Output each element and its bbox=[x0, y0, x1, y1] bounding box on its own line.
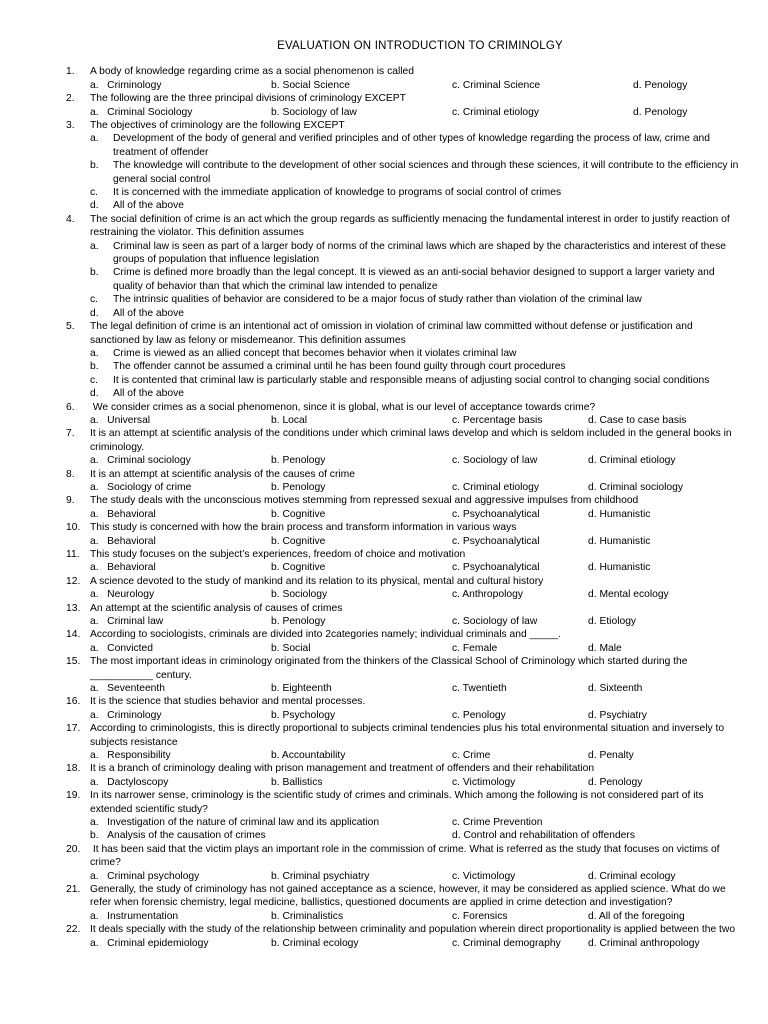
question-text: It is an attempt at scientific analysis of the conditions under which criminal laws develop and which is seldom included in the general books in criminology. bbox=[90, 428, 732, 453]
option-row bbox=[66, 749, 744, 762]
option-row bbox=[66, 910, 744, 923]
answer-option: b. Cognitive bbox=[271, 535, 326, 547]
answer-option: a. Universal bbox=[90, 414, 151, 426]
question-text: The most important ideas in criminology originated from the thinkers of the Classical School of Criminology which started during the ___________ century. bbox=[90, 656, 688, 681]
answer-option: d. Criminal anthropology bbox=[588, 937, 700, 949]
question-number: 20. bbox=[66, 843, 81, 855]
answer-option: a. Criminal Sociology bbox=[90, 106, 193, 118]
answer-option: c. Psychoanalytical bbox=[452, 535, 540, 547]
answer-option: d. Penalty bbox=[588, 749, 634, 761]
answer-option: a. Criminal sociology bbox=[90, 455, 191, 467]
answer-option: d. Sixteenth bbox=[588, 682, 643, 694]
question-stem bbox=[66, 213, 744, 240]
option-letter: c. bbox=[90, 294, 99, 306]
option-text: All of the above bbox=[113, 200, 184, 212]
question-stem bbox=[66, 923, 744, 936]
answer-option: c. Psychoanalytical bbox=[452, 562, 540, 574]
option-row bbox=[66, 588, 744, 601]
answer-option: a. Criminal epidemiology bbox=[90, 937, 209, 949]
question-text: It has been said that the victim plays an important role in the commission of crime. What is referred as the study that focuses on victims of crime? bbox=[90, 843, 720, 869]
answer-option: d. Penology bbox=[633, 106, 688, 118]
answer-option bbox=[66, 266, 744, 293]
option-row bbox=[66, 937, 744, 950]
question-text: In its narrower sense, criminology is the scientific study of crimes and criminals. Which among the following is not considered part of its extended scientific study? bbox=[90, 790, 704, 815]
answer-option: c. Criminal etiology bbox=[452, 106, 539, 118]
question bbox=[66, 119, 744, 213]
question bbox=[66, 494, 744, 521]
answer-option: c. Crime bbox=[452, 749, 491, 761]
question-number: 4. bbox=[66, 213, 75, 225]
answer-option: b. Accountability bbox=[271, 749, 346, 761]
question-number: 21. bbox=[66, 883, 81, 895]
question-text: It deals specially with the study of the relationship between criminality and population wherein direct proportionality is applied between the two bbox=[90, 924, 736, 936]
question-stem bbox=[66, 320, 744, 347]
answer-option: d. Criminal ecology bbox=[588, 870, 676, 882]
question bbox=[66, 923, 744, 950]
question bbox=[66, 548, 744, 575]
answer-option: d. Control and rehabilitation of offenders bbox=[452, 830, 635, 842]
answer-option: b. Cognitive bbox=[271, 562, 326, 574]
answer-option: d. Male bbox=[588, 642, 622, 654]
answer-option: c. Forensics bbox=[452, 910, 508, 922]
answer-option: a. Dactyloscopy bbox=[90, 776, 169, 788]
answer-option: b. Penology bbox=[271, 481, 326, 493]
question-text: It is the science that studies behavior and mental processes. bbox=[90, 696, 366, 708]
question-stem bbox=[66, 628, 744, 641]
question bbox=[66, 762, 744, 789]
answer-option: c. Crime Prevention bbox=[452, 816, 543, 828]
option-row bbox=[66, 508, 744, 521]
answer-option: b. Social bbox=[271, 642, 311, 654]
question-text: A science devoted to the study of mankind and its relation to its physical, mental and cultural history bbox=[90, 575, 544, 587]
option-letter: a. bbox=[90, 347, 99, 359]
answer-option: a. Sociology of crime bbox=[90, 481, 192, 493]
option-row bbox=[66, 709, 744, 722]
option-text: All of the above bbox=[113, 388, 184, 400]
option-letter: c. bbox=[90, 187, 99, 199]
answer-option: b. Penology bbox=[271, 615, 326, 627]
question-number: 2. bbox=[66, 93, 75, 105]
question-text: Generally, the study of criminology has not gained acceptance as a science, however, it may be considered as applied science. What do we refer when forensic chemistry, legal medicine, ballistics, questioned documents are applied in crime detection and investigation? bbox=[90, 883, 726, 909]
option-text: Criminal law is seen as part of a larger body of norms of the criminal laws which are shaped by the characteristics and interest of these groups of population that influence legislation bbox=[113, 240, 726, 266]
question-text: The study deals with the unconscious motives stemming from repressed sexual and aggressive impulses from childhood bbox=[90, 495, 639, 507]
question-number: 18. bbox=[66, 763, 81, 775]
answer-option: c. Criminal demography bbox=[452, 937, 561, 949]
question-stem bbox=[66, 401, 744, 414]
option-text: The knowledge will contribute to the development of other social sciences and through these sciences, it will contribute to the efficiency in general social control bbox=[113, 160, 739, 185]
option-row bbox=[66, 106, 744, 119]
answer-option bbox=[66, 360, 744, 373]
question-number: 13. bbox=[66, 602, 81, 614]
answer-option: b. Sociology of law bbox=[271, 106, 357, 118]
option-row bbox=[66, 481, 744, 494]
option-row bbox=[66, 642, 744, 655]
answer-option: b. Cognitive bbox=[271, 508, 326, 520]
option-letter: d. bbox=[90, 388, 99, 400]
answer-option: a. Behavioral bbox=[90, 508, 156, 520]
question-stem bbox=[66, 119, 744, 132]
option-letter: b. bbox=[90, 267, 99, 279]
question-number: 22. bbox=[66, 924, 81, 936]
question bbox=[66, 427, 744, 467]
answer-option: b. Psychology bbox=[271, 709, 336, 721]
option-row bbox=[66, 414, 744, 427]
answer-option: a. Instrumentation bbox=[90, 910, 179, 922]
question bbox=[66, 695, 744, 722]
option-letter: c. bbox=[90, 374, 99, 386]
option-row bbox=[66, 776, 744, 789]
question-text: It is a branch of criminology dealing with prison management and treatment of offenders and their rehabilitation bbox=[90, 763, 595, 775]
option-row bbox=[66, 535, 744, 548]
answer-option bbox=[66, 293, 744, 306]
answer-option: a. Seventeenth bbox=[90, 682, 165, 694]
answer-option: c. Psychoanalytical bbox=[452, 508, 540, 520]
answer-option: c. Criminal Science bbox=[452, 79, 541, 91]
question-text: This study focuses on the subject’s experiences, freedom of choice and motivation bbox=[90, 548, 466, 560]
answer-option bbox=[66, 387, 744, 400]
answer-option bbox=[66, 307, 744, 320]
question-text: A body of knowledge regarding crime as a social phenomenon is called bbox=[90, 66, 414, 78]
answer-option: b. Eighteenth bbox=[271, 682, 332, 694]
question-stem bbox=[66, 494, 744, 507]
answer-option: d. Penology bbox=[588, 776, 643, 788]
answer-option: b. Social Science bbox=[271, 79, 350, 91]
question-stem bbox=[66, 883, 744, 910]
option-text: It is concerned with the immediate application of knowledge to programs of social control of crimes bbox=[113, 187, 562, 199]
answer-option: d. Psychiatry bbox=[588, 709, 647, 721]
option-letter: b. bbox=[90, 160, 99, 172]
option-text: Crime is viewed as an allied concept that becomes behavior when it violates criminal law bbox=[113, 347, 517, 359]
question-number: 6. bbox=[66, 401, 75, 413]
question-number: 12. bbox=[66, 575, 81, 587]
question bbox=[66, 468, 744, 495]
question-number: 15. bbox=[66, 656, 81, 668]
option-letter: d. bbox=[90, 200, 99, 212]
answer-option: a. Convicted bbox=[90, 642, 153, 654]
answer-option: a. Neurology bbox=[90, 589, 155, 601]
question-text: According to criminologists, this is directly proportional to subjects criminal tendencies plus his total environmental situation and inversely to subjects resistance bbox=[90, 723, 725, 748]
answer-option bbox=[66, 159, 744, 186]
answer-option bbox=[66, 199, 744, 212]
answer-option: b. Criminalistics bbox=[271, 910, 344, 922]
answer-option: c. Victimology bbox=[452, 776, 516, 788]
answer-option: d. Criminal sociology bbox=[588, 481, 683, 493]
answer-option: a. Criminology bbox=[90, 709, 162, 721]
answer-option: d. Mental ecology bbox=[588, 589, 669, 601]
answer-option: d. Etiology bbox=[588, 615, 637, 627]
question bbox=[66, 628, 744, 655]
question-text: It is an attempt at scientific analysis of the causes of crime bbox=[90, 468, 355, 480]
question-text: This study is concerned with how the brain process and transform information in various ways bbox=[90, 522, 517, 534]
question-stem bbox=[66, 521, 744, 534]
question-number: 8. bbox=[66, 468, 75, 480]
answer-option: d. All of the foregoing bbox=[588, 910, 685, 922]
option-text: Development of the body of general and verified principles and of other types of knowledge regarding the process of law, crime and treatment of offender bbox=[113, 133, 711, 158]
answer-option: d. Humanistic bbox=[588, 535, 651, 547]
answer-option: c. Criminal etiology bbox=[452, 481, 539, 493]
option-row bbox=[66, 561, 744, 574]
answer-option: a. Responsibility bbox=[90, 749, 171, 761]
question bbox=[66, 883, 744, 923]
answer-option bbox=[66, 347, 744, 360]
answer-option: d. Case to case basis bbox=[588, 414, 687, 426]
option-letter: d. bbox=[90, 307, 99, 319]
question bbox=[66, 655, 744, 695]
answer-option: b. Sociology bbox=[271, 589, 328, 601]
answer-option: c. Anthropology bbox=[452, 589, 523, 601]
answer-option bbox=[66, 240, 744, 267]
question bbox=[66, 843, 744, 883]
answer-option: c. Victimology bbox=[452, 870, 516, 882]
answer-option bbox=[66, 186, 744, 199]
question-number: 5. bbox=[66, 321, 75, 333]
answer-option: b. Ballistics bbox=[271, 776, 323, 788]
question-stem bbox=[66, 92, 744, 105]
answer-option: d. Criminal etiology bbox=[588, 455, 676, 467]
option-letter: a. bbox=[90, 133, 99, 145]
option-text: Crime is defined more broadly than the legal concept. It is viewed as an anti-social behavior designed to support a larger variety and quality of behavior than that which the criminal law intended to penalize bbox=[113, 267, 715, 292]
answer-option: b. Criminal psychiatry bbox=[271, 870, 370, 882]
option-text: All of the above bbox=[113, 307, 184, 319]
option-row bbox=[66, 79, 744, 92]
question-stem bbox=[66, 468, 744, 481]
answer-option: b. Analysis of the causation of crimes bbox=[90, 830, 266, 842]
option-row bbox=[66, 615, 744, 628]
question-stem bbox=[66, 602, 744, 615]
answer-option: a. Behavioral bbox=[90, 535, 156, 547]
question bbox=[66, 521, 744, 548]
question bbox=[66, 602, 744, 629]
question-list bbox=[66, 65, 744, 950]
page-title: EVALUATION ON INTRODUCTION TO CRIMINOLGY bbox=[277, 40, 563, 52]
answer-option bbox=[66, 132, 744, 159]
question-stem bbox=[66, 843, 744, 870]
question-text: According to sociologists, criminals are divided into 2categories namely; individual criminals and _____. bbox=[90, 629, 562, 641]
answer-option: d. Humanistic bbox=[588, 508, 651, 520]
answer-option: a. Behavioral bbox=[90, 562, 156, 574]
question-number: 16. bbox=[66, 696, 81, 708]
answer-option: d. Penology bbox=[633, 79, 688, 91]
option-text: The intrinsic qualities of behavior are considered to be a major focus of study rather than violation of the criminal law bbox=[113, 294, 642, 306]
answer-option: b. Local bbox=[271, 414, 308, 426]
question bbox=[66, 320, 744, 400]
question-number: 19. bbox=[66, 790, 81, 802]
answer-option: a. Investigation of the nature of criminal law and its application bbox=[90, 816, 380, 828]
question-stem bbox=[66, 722, 744, 749]
answer-option: c. Sociology of law bbox=[452, 615, 538, 627]
option-letter: a. bbox=[90, 240, 99, 252]
question-stem bbox=[66, 789, 744, 816]
answer-option: b. Criminal ecology bbox=[271, 937, 359, 949]
question-text: An attempt at the scientific analysis of causes of crimes bbox=[90, 602, 343, 614]
question bbox=[66, 575, 744, 602]
question-text: The following are the three principal divisions of criminology EXCEPT bbox=[90, 93, 406, 105]
answer-option: d. Humanistic bbox=[588, 562, 651, 574]
answer-option: b. Penology bbox=[271, 455, 326, 467]
question-text: The legal definition of crime is an intentional act of omission in violation of criminal law committed without defense or justification and sanctioned by law as felony or misdemeanor. This definition assumes bbox=[90, 321, 693, 346]
answer-option: c. Penology bbox=[452, 709, 506, 721]
question-number: 17. bbox=[66, 723, 81, 735]
question bbox=[66, 213, 744, 320]
answer-option: c. Twentieth bbox=[452, 682, 507, 694]
answer-option: a. Criminal law bbox=[90, 615, 164, 627]
question-number: 11. bbox=[66, 548, 80, 560]
question-number: 9. bbox=[66, 495, 75, 507]
question bbox=[66, 401, 744, 428]
answer-option: a. Criminology bbox=[90, 79, 162, 91]
question-text: The objectives of criminology are the following EXCEPT bbox=[90, 120, 345, 131]
question-stem bbox=[66, 427, 744, 454]
answer-option: a. Criminal psychology bbox=[90, 870, 200, 882]
question bbox=[66, 722, 744, 762]
question bbox=[66, 92, 744, 119]
option-row bbox=[66, 454, 744, 467]
question-number: 1. bbox=[66, 66, 75, 78]
option-row bbox=[66, 870, 744, 883]
question-number: 7. bbox=[66, 428, 75, 440]
option-text: The offender cannot be assumed a criminal until he has been found guilty through court procedures bbox=[113, 361, 566, 373]
option-row bbox=[66, 816, 744, 829]
answer-option: c. Female bbox=[452, 642, 498, 654]
question-stem bbox=[66, 695, 744, 708]
option-row bbox=[66, 829, 744, 842]
question-number: 10. bbox=[66, 522, 81, 534]
option-text: It is contented that criminal law is particularly stable and responsible means of adjusting social control to changing social conditions bbox=[113, 374, 710, 386]
question-number: 3. bbox=[66, 120, 75, 131]
answer-option: c. Percentage basis bbox=[452, 414, 543, 426]
option-row bbox=[66, 682, 744, 695]
question bbox=[66, 65, 744, 92]
question-stem bbox=[66, 65, 744, 78]
question bbox=[66, 789, 744, 843]
question-stem bbox=[66, 762, 744, 775]
question-stem bbox=[66, 548, 744, 561]
option-letter: b. bbox=[90, 361, 99, 373]
answer-option bbox=[66, 374, 744, 387]
question-number: 14. bbox=[66, 629, 81, 641]
question-stem bbox=[66, 655, 744, 682]
question-text: We consider crimes as a social phenomenon, since it is global, what is our level of acceptance towards crime? bbox=[90, 401, 596, 413]
question-stem bbox=[66, 575, 744, 588]
answer-option: c. Sociology of law bbox=[452, 455, 538, 467]
question-text: The social definition of crime is an act which the group regards as sufficiently menacing the fundamental interest in order to justify reaction of restraining the violator. This definition assumes bbox=[90, 213, 730, 239]
